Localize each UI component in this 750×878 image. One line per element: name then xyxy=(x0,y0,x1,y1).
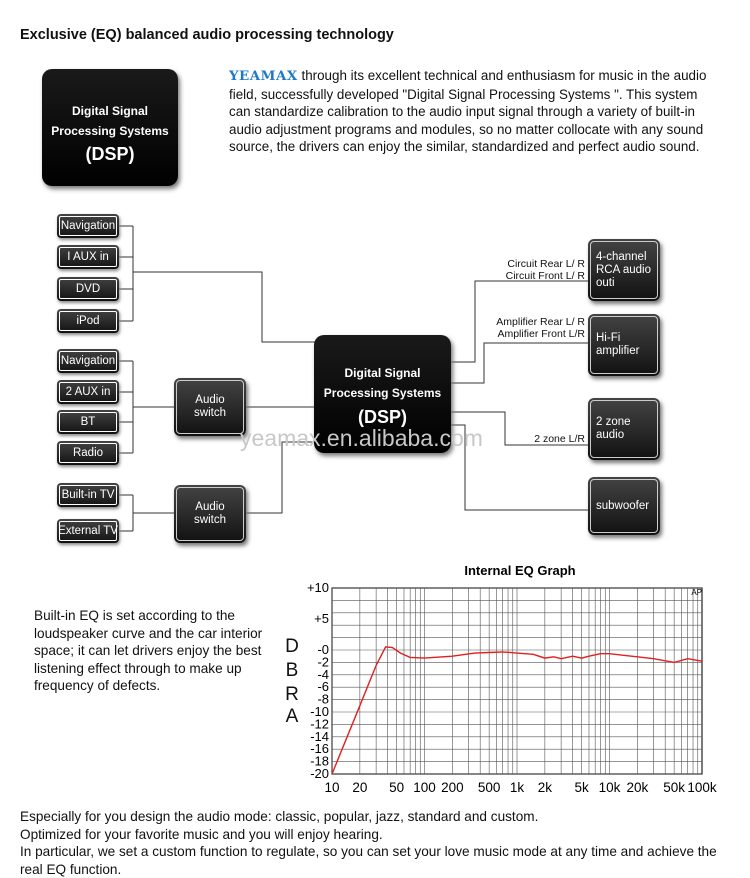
source-builtin-tv: Built-in TV xyxy=(57,483,119,507)
dspc-line1: Digital Signal xyxy=(344,366,421,380)
y-tick-label: -16 xyxy=(310,741,329,757)
audio-switch-2 xyxy=(174,485,246,543)
output-subwoofer xyxy=(588,477,660,535)
out3-l2: audio xyxy=(596,429,625,441)
x-tick-label: 20k xyxy=(626,780,649,795)
y-tick-label: +10 xyxy=(306,580,329,595)
y-tick-label: -4 xyxy=(317,666,329,682)
x-tick-label: 200 xyxy=(441,780,464,795)
ylabel-d: D xyxy=(285,636,299,657)
eq-description: Built-in EQ is set according to the loudspeaker curve and the car interior space; it can let drivers enjoy the best listening effect through to make up frequency of defects. xyxy=(34,608,263,693)
source-external-tv: External TV xyxy=(57,519,119,543)
out2-l1: Hi-Fi xyxy=(596,332,621,344)
source-bt: BT xyxy=(57,410,119,434)
dspc-line2: Processing Systems xyxy=(323,386,442,400)
bottom-line-3: In particular, we set a custom function to regulate, so you can set your love music mode at any time and achieve the real EQ function. xyxy=(20,844,717,877)
source-aux-2: 2 AUX in xyxy=(57,380,119,404)
out1-l3: outi xyxy=(596,276,615,289)
out2-l2: amplifier xyxy=(596,345,640,357)
bottom-text xyxy=(20,808,740,878)
output-hifi xyxy=(588,314,660,376)
y-tick-label: -18 xyxy=(310,753,329,769)
source-navigation-2: Navigation xyxy=(57,349,119,373)
y-tick-label: -2 xyxy=(317,654,329,670)
output-2zone xyxy=(588,398,660,460)
out1-l2: RCA audio xyxy=(596,263,651,276)
page-title: Exclusive (EQ) balanced audio processing technology xyxy=(20,27,394,43)
dsp-line3: (DSP) xyxy=(85,144,135,164)
y-tick-label: -8 xyxy=(317,691,329,707)
x-tick-label: 5k xyxy=(574,780,589,795)
x-tick-label: 500 xyxy=(477,780,501,795)
output-rca xyxy=(588,239,660,301)
label-amp-rear: Amplifier Rear L/ R xyxy=(496,316,585,328)
x-tick-label: 50k xyxy=(663,780,686,795)
x-tick-label: 1k xyxy=(509,780,525,795)
bottom-line-2: Optimized for your favorite music and you will enjoy hearing. xyxy=(20,826,383,842)
y-tick-label: -6 xyxy=(317,679,329,695)
y-tick-label: -0 xyxy=(317,642,329,657)
x-tick-label: 20 xyxy=(352,780,368,795)
dspc-line3: (DSP) xyxy=(358,407,407,427)
watermark: yeamax.en.alibaba.com xyxy=(240,425,483,451)
y-tick-label: -14 xyxy=(310,728,329,744)
corner-label: AP xyxy=(691,588,702,597)
intro-text: through its excellent technical and enthusiasm for music in the audio field, successfully developed "Digital Signal Processing Systems ". This system can standardize calibration to the audio input signal through a variety of built-in audio adjustment programs and modules, so no matter collocate with any sound source, the drivers can enjoy the similar, standardized and perfect audio sound. xyxy=(229,68,707,154)
x-tick-label: 2k xyxy=(537,780,552,795)
source-radio: Radio xyxy=(57,441,119,465)
dsp-line2: Processing Systems xyxy=(51,124,169,138)
eq-chart xyxy=(290,560,720,802)
x-tick-label: 100 xyxy=(413,780,436,795)
bottom-line-1: Especially for you design the audio mode: classic, popular, jazz, standard and custom. xyxy=(20,809,539,824)
x-tick-label: 100k xyxy=(687,780,717,795)
source-ipod: iPod xyxy=(57,309,119,333)
dsp-line1: Digital Signal xyxy=(71,104,148,118)
source-navigation-1: Navigation xyxy=(57,214,119,238)
y-tick-label: -12 xyxy=(310,716,329,732)
out1-l1: 4-channel xyxy=(596,250,647,263)
y-tick-label: +5 xyxy=(314,611,329,626)
label-circuit-rear: Circuit Rear L/ R xyxy=(507,258,585,270)
switch1-line2: switch xyxy=(194,407,226,419)
switch2-line1: Audio xyxy=(195,501,225,513)
brand-logo: YEAMAX xyxy=(229,68,298,84)
audio-switch-1 xyxy=(174,378,246,436)
y-tick-label: -10 xyxy=(310,704,329,719)
x-tick-label: 10k xyxy=(598,780,621,795)
ylabel-r: R xyxy=(285,684,299,705)
label-amp-front: Amplifier Front L/R xyxy=(497,328,585,340)
ylabel-b: B xyxy=(285,660,299,681)
x-tick-label: 50 xyxy=(389,780,405,795)
switch2-line2: switch xyxy=(194,514,226,526)
chart-title: Internal EQ Graph xyxy=(464,563,576,578)
switch1-line1: Audio xyxy=(195,394,225,406)
ylabel-a: A xyxy=(285,706,299,727)
x-tick-label: 10 xyxy=(324,780,340,795)
label-circuit-front: Circuit Front L/ R xyxy=(505,270,585,282)
source-aux-1: I AUX in xyxy=(57,245,119,269)
out3-l1: 2 zone xyxy=(596,416,631,428)
y-tick-label: -20 xyxy=(310,766,329,781)
out4-l1: subwoofer xyxy=(596,499,650,512)
source-dvd: DVD xyxy=(57,277,119,301)
label-2zone: 2 zone L/R xyxy=(534,433,585,445)
